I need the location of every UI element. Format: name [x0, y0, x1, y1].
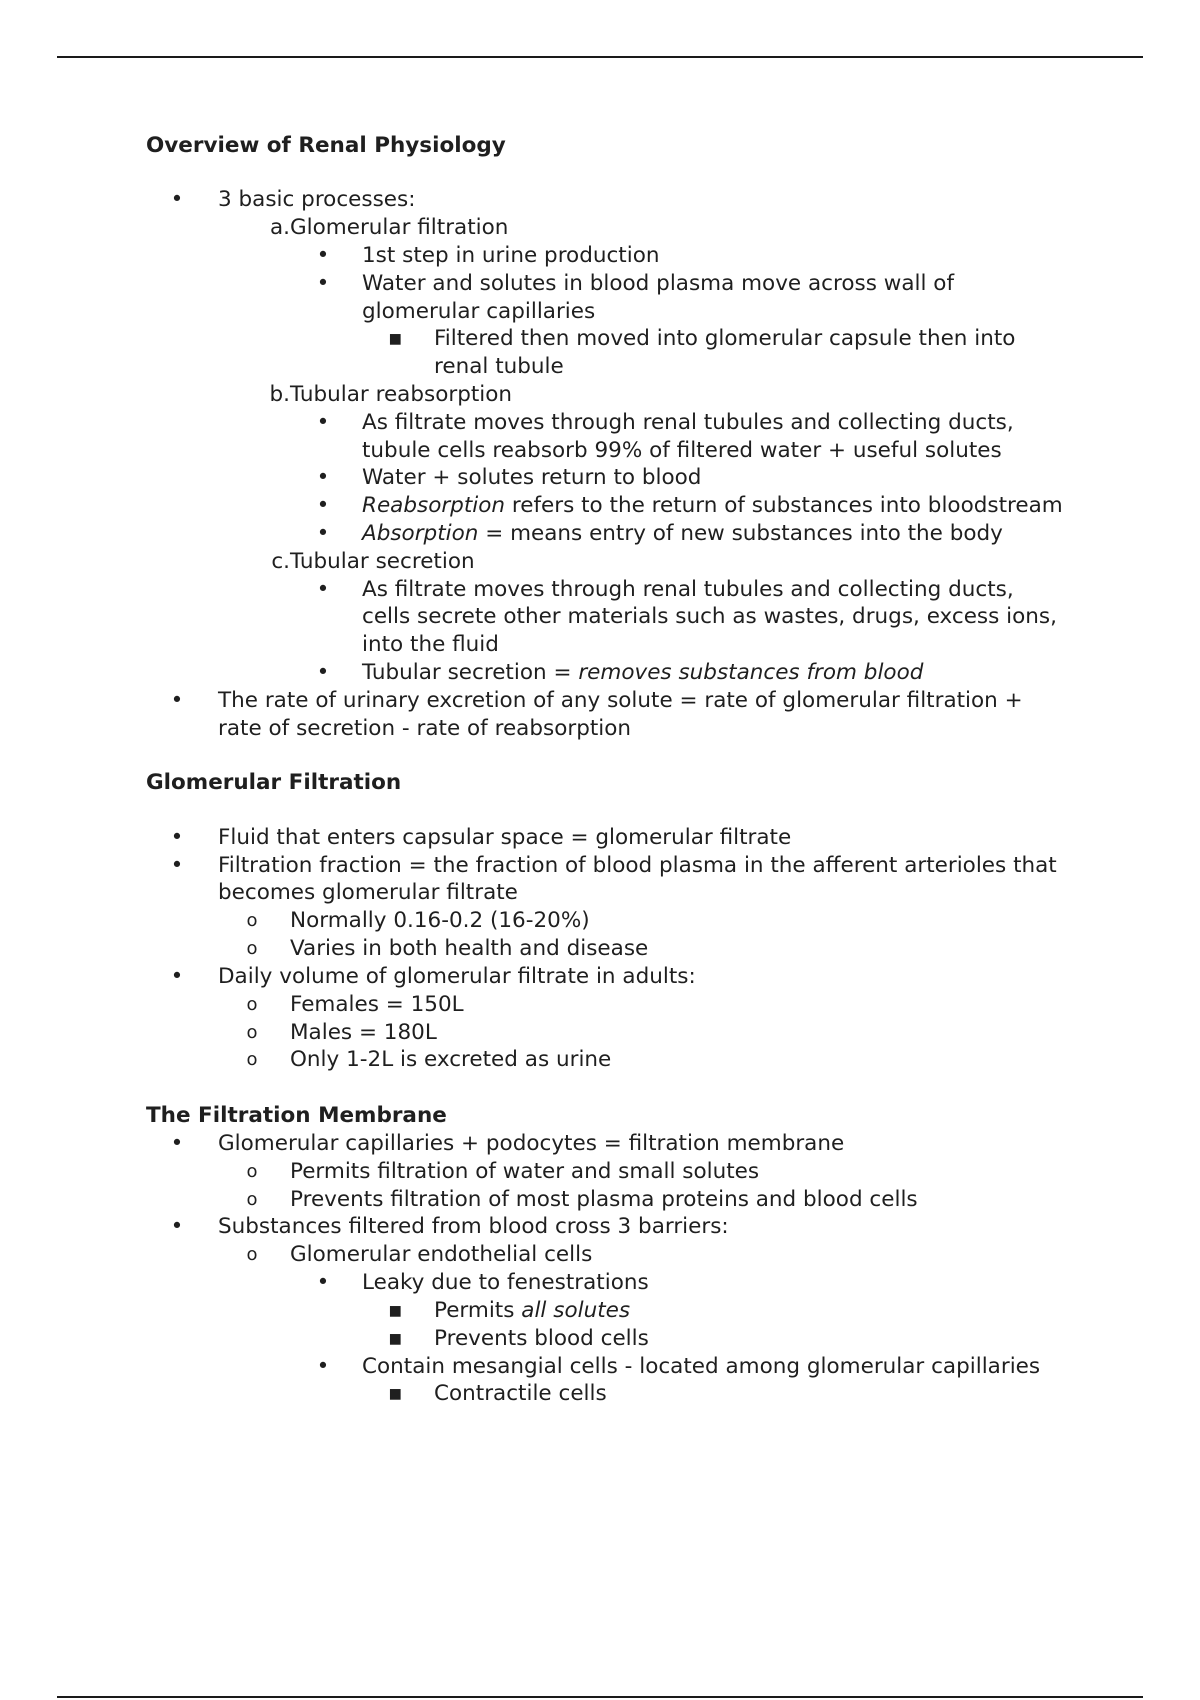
italic-text: Absorption — [362, 521, 479, 546]
bullet-icon: • — [316, 465, 330, 490]
circle-bullet-icon: o — [246, 1049, 258, 1070]
square-bullet-icon: ▪ — [388, 1381, 403, 1406]
bullet-icon: • — [170, 853, 184, 878]
list-item-text — [362, 410, 1014, 436]
text-segment: renal tubule — [434, 354, 564, 379]
text-segment: Normally 0.16-0.2 (16-20%) — [290, 908, 590, 933]
text-segment: Leaky due to fenestrations — [362, 1270, 649, 1295]
list-item-text — [218, 187, 415, 213]
list-item-text — [362, 632, 499, 658]
section-heading — [146, 1103, 447, 1129]
text-segment: rate of secretion - rate of reabsorption — [218, 716, 632, 741]
text-segment: Water + solutes return to blood — [362, 465, 702, 490]
text-segment: glomerular capillaries — [362, 299, 596, 324]
list-item-text — [362, 438, 1002, 464]
list-item-text — [290, 382, 512, 408]
bullet-icon: • — [316, 577, 330, 602]
text-segment: 3 basic processes: — [218, 187, 416, 212]
bullet-icon: • — [170, 688, 184, 713]
list-item-text — [218, 688, 1023, 714]
text-segment: Overview of Renal Physiology — [146, 133, 506, 158]
text-segment: Males = 180L — [290, 1020, 437, 1045]
circle-bullet-icon: o — [246, 1244, 258, 1265]
list-letter-marker: c. — [271, 549, 290, 574]
list-item-text — [362, 465, 701, 491]
text-segment: 1st step in urine production — [362, 243, 660, 268]
bullet-icon: • — [316, 271, 330, 296]
text-segment: Tubular secretion — [290, 549, 475, 574]
bullet-icon: • — [316, 1270, 330, 1295]
list-item-text — [218, 716, 631, 742]
italic-text: all solutes — [521, 1298, 631, 1323]
footer-rule — [57, 1696, 1143, 1698]
bullet-icon: • — [316, 243, 330, 268]
list-item-text — [362, 1354, 1040, 1380]
text-segment: Glomerular endothelial cells — [290, 1242, 593, 1267]
list-item-text — [362, 299, 595, 325]
list-item-text — [290, 215, 508, 241]
text-segment: Daily volume of glomerular filtrate in adults: — [218, 964, 696, 989]
list-item-text — [218, 853, 1057, 879]
text-segment: Permits — [434, 1298, 522, 1323]
circle-bullet-icon: o — [246, 910, 258, 931]
text-segment: Water and solutes in blood plasma move across wall of — [362, 271, 955, 296]
list-item-text — [290, 1242, 592, 1268]
list-item-text — [290, 936, 648, 962]
text-segment: becomes glomerular filtrate — [218, 880, 518, 905]
list-item-text — [434, 354, 564, 380]
list-item-text — [218, 1131, 844, 1157]
text-segment: tubule cells reabsorb 99% of filtered water + useful solutes — [362, 438, 1002, 463]
list-item-text — [434, 1298, 630, 1324]
section-heading — [146, 133, 506, 159]
text-segment: Permits filtration of water and small solutes — [290, 1159, 760, 1184]
list-item-text — [290, 549, 475, 575]
list-item-text — [218, 964, 696, 990]
square-bullet-icon: ▪ — [388, 326, 403, 351]
list-item-text — [290, 1159, 759, 1185]
circle-bullet-icon: o — [246, 994, 258, 1015]
circle-bullet-icon: o — [246, 1161, 258, 1182]
section-heading — [146, 770, 401, 796]
list-item-text — [290, 908, 590, 934]
text-segment: = means entry of new substances into the body — [478, 521, 1003, 546]
bullet-icon: • — [316, 660, 330, 685]
text-segment: Glomerular Filtration — [146, 770, 402, 795]
list-item-text — [362, 243, 660, 269]
bullet-icon: • — [170, 1131, 184, 1156]
text-segment: Tubular secretion = — [362, 660, 579, 685]
list-item-text — [290, 1020, 437, 1046]
bullet-icon: • — [316, 1354, 330, 1379]
list-item-text — [362, 660, 923, 686]
square-bullet-icon: ▪ — [388, 1326, 403, 1351]
bullet-icon: • — [170, 964, 184, 989]
list-item-text — [362, 493, 1063, 519]
square-bullet-icon: ▪ — [388, 1298, 403, 1323]
text-segment: Prevents filtration of most plasma proteins and blood cells — [290, 1187, 918, 1212]
list-item-text — [362, 577, 1014, 603]
text-segment: Tubular reabsorption — [290, 382, 513, 407]
text-segment: Only 1-2L is excreted as urine — [290, 1047, 612, 1072]
list-item-text — [434, 1326, 649, 1352]
italic-text: Reabsorption — [362, 493, 506, 518]
list-item-text — [218, 880, 518, 906]
bullet-icon: • — [170, 1214, 184, 1239]
list-item-text — [434, 326, 1015, 352]
bullet-icon: • — [170, 825, 184, 850]
text-segment: refers to the return of substances into bloodstream — [505, 493, 1063, 518]
italic-text: removes substances from blood — [578, 660, 924, 685]
text-segment: into the fluid — [362, 632, 499, 657]
text-segment: Substances filtered from blood cross 3 barriers: — [218, 1214, 729, 1239]
text-segment: Prevents blood cells — [434, 1326, 649, 1351]
text-segment: Filtration fraction = the fraction of blood plasma in the afferent arterioles that — [218, 853, 1057, 878]
text-segment: As filtrate moves through renal tubules and collecting ducts, — [362, 577, 1014, 602]
list-item-text — [362, 521, 1003, 547]
list-item-text — [290, 992, 464, 1018]
bullet-icon: • — [316, 521, 330, 546]
bullet-icon: • — [316, 493, 330, 518]
list-item-text — [218, 825, 791, 851]
text-segment: Glomerular capillaries + podocytes = filtration membrane — [218, 1131, 845, 1156]
text-segment: Fluid that enters capsular space = glomerular filtrate — [218, 825, 792, 850]
bullet-icon: • — [170, 187, 184, 212]
text-segment: The Filtration Membrane — [146, 1103, 447, 1128]
list-item-text — [218, 1214, 729, 1240]
circle-bullet-icon: o — [246, 938, 258, 959]
circle-bullet-icon: o — [246, 1022, 258, 1043]
text-segment: Glomerular filtration — [290, 215, 509, 240]
text-segment: Filtered then moved into glomerular capsule then into — [434, 326, 1016, 351]
list-item-text — [290, 1047, 611, 1073]
list-item-text — [290, 1187, 918, 1213]
header-rule — [57, 56, 1143, 58]
text-segment: cells secrete other materials such as wastes, drugs, excess ions, — [362, 604, 1057, 629]
text-segment: Varies in both health and disease — [290, 936, 649, 961]
bullet-icon: • — [316, 410, 330, 435]
list-item-text — [362, 604, 1057, 630]
text-segment: The rate of urinary excretion of any solute = rate of glomerular filtration + — [218, 688, 1023, 713]
text-segment: As filtrate moves through renal tubules and collecting ducts, — [362, 410, 1014, 435]
list-letter-marker: a. — [269, 215, 290, 240]
list-letter-marker: b. — [269, 382, 290, 407]
list-item-text — [434, 1381, 607, 1407]
circle-bullet-icon: o — [246, 1189, 258, 1210]
list-item-text — [362, 1270, 649, 1296]
text-segment: Females = 150L — [290, 992, 464, 1017]
text-segment: Contain mesangial cells - located among glomerular capillaries — [362, 1354, 1041, 1379]
text-segment: Contractile cells — [434, 1381, 607, 1406]
list-item-text — [362, 271, 954, 297]
